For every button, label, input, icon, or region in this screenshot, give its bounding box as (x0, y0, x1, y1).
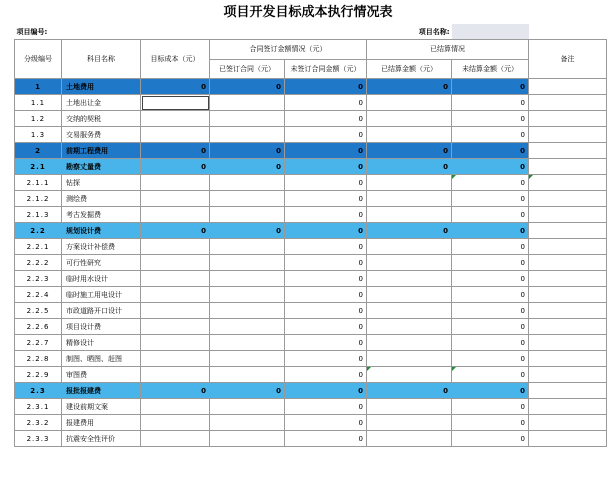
settled-amount-cell[interactable] (367, 191, 452, 207)
name-cell[interactable]: 规划设计费 (62, 223, 141, 239)
unsettled-amount-cell[interactable]: 0 (452, 287, 529, 303)
name-cell[interactable]: 测绘费 (62, 191, 141, 207)
signed-contract-cell[interactable] (210, 303, 285, 319)
name-cell[interactable]: 交易服务费 (62, 127, 141, 143)
target-cost-cell[interactable]: 0 (141, 223, 210, 239)
header-remark: 备注 (529, 40, 607, 79)
code-cell[interactable]: 2.1.2 (15, 191, 62, 207)
target-cost-cell[interactable] (141, 303, 210, 319)
table-row (15, 303, 607, 319)
target-cost-cell[interactable] (141, 351, 210, 367)
target-cost-cell[interactable] (141, 127, 210, 143)
code-cell[interactable]: 2.2.6 (15, 319, 62, 335)
remark-cell[interactable] (529, 271, 607, 287)
code-cell[interactable]: 2.2.7 (15, 335, 62, 351)
unsigned-contract-cell[interactable]: 0 (285, 255, 367, 271)
name-cell[interactable]: 市政道路开口设计 (62, 303, 141, 319)
unsettled-amount-cell[interactable]: 0 (452, 191, 529, 207)
code-cell[interactable]: 2 (15, 143, 62, 159)
name-cell[interactable]: 土地出让金 (62, 95, 141, 111)
target-cost-cell[interactable] (141, 207, 210, 223)
name-cell[interactable]: 土地费用 (62, 79, 141, 95)
signed-contract-cell[interactable] (210, 287, 285, 303)
settled-amount-cell[interactable]: 0 (367, 223, 452, 239)
table-row (15, 207, 607, 223)
table-row (15, 335, 607, 351)
unsigned-contract-cell[interactable]: 0 (285, 399, 367, 415)
table-row (15, 287, 607, 303)
target-cost-cell[interactable] (141, 335, 210, 351)
unsigned-contract-cell[interactable]: 0 (285, 127, 367, 143)
remark-cell[interactable] (529, 223, 607, 239)
remark-cell[interactable] (529, 399, 607, 415)
header-name: 科目名称 (62, 40, 141, 79)
unsettled-amount-cell[interactable]: 0 (452, 223, 529, 239)
unsigned-contract-cell[interactable]: 0 (285, 143, 367, 159)
unsettled-amount-cell[interactable]: 0 (452, 319, 529, 335)
unsigned-contract-cell[interactable]: 0 (285, 303, 367, 319)
table-row (15, 271, 607, 287)
settled-amount-cell[interactable]: 0 (367, 79, 452, 95)
code-cell[interactable]: 2.2.4 (15, 287, 62, 303)
target-cost-cell[interactable] (141, 287, 210, 303)
code-cell[interactable]: 2.2.9 (15, 367, 62, 383)
unsettled-amount-cell[interactable]: 0 (452, 383, 529, 399)
signed-contract-cell[interactable] (210, 255, 285, 271)
table-row (15, 255, 607, 271)
table-row (15, 239, 607, 255)
signed-contract-cell[interactable]: 0 (210, 143, 285, 159)
settled-amount-cell[interactable] (367, 239, 452, 255)
target-cost-cell[interactable]: 0 (141, 79, 210, 95)
unsigned-contract-cell[interactable]: 0 (285, 175, 367, 191)
target-cost-cell[interactable] (141, 367, 210, 383)
table-row (15, 95, 607, 111)
settled-amount-cell[interactable] (367, 255, 452, 271)
unsettled-amount-cell[interactable]: 0 (452, 111, 529, 127)
settled-amount-cell[interactable]: 0 (367, 159, 452, 175)
settled-amount-cell[interactable] (367, 415, 452, 431)
signed-contract-cell[interactable] (210, 127, 285, 143)
name-cell[interactable]: 审图费 (62, 367, 141, 383)
settled-amount-cell[interactable] (367, 287, 452, 303)
header-row-1 (15, 40, 607, 60)
name-cell[interactable]: 报建费用 (62, 415, 141, 431)
signed-contract-cell[interactable] (210, 351, 285, 367)
target-cost-cell[interactable] (141, 111, 210, 127)
remark-cell[interactable] (529, 95, 607, 111)
code-cell[interactable]: 2.2.1 (15, 239, 62, 255)
name-cell[interactable]: 报批报建费 (62, 383, 141, 399)
unsigned-contract-cell[interactable]: 0 (285, 335, 367, 351)
meta-row (15, 24, 607, 40)
remark-cell[interactable] (529, 79, 607, 95)
unsigned-contract-cell[interactable]: 0 (285, 191, 367, 207)
name-cell[interactable]: 项目设计费 (62, 319, 141, 335)
remark-cell[interactable] (529, 319, 607, 335)
target-cost-cell[interactable] (141, 431, 210, 447)
table-row (15, 319, 607, 335)
signed-contract-cell[interactable]: 0 (210, 383, 285, 399)
remark-cell[interactable] (529, 383, 607, 399)
signed-contract-cell[interactable] (210, 239, 285, 255)
target-cost-cell[interactable] (141, 399, 210, 415)
code-cell[interactable]: 2.1.3 (15, 207, 62, 223)
name-cell[interactable]: 临时用水设计 (62, 271, 141, 287)
code-cell[interactable]: 2.3.2 (15, 415, 62, 431)
remark-cell[interactable] (529, 111, 607, 127)
name-cell[interactable]: 前期工程费用 (62, 143, 141, 159)
remark-cell[interactable] (529, 127, 607, 143)
header-signed-contract: 已签订合同（元） (210, 59, 285, 79)
name-cell[interactable]: 建设前期文案 (62, 399, 141, 415)
code-cell[interactable]: 2.2.3 (15, 271, 62, 287)
unsettled-amount-cell[interactable]: 0 (452, 143, 529, 159)
meta-blank-cell[interactable] (529, 24, 607, 40)
header-code: 分级编号 (15, 40, 62, 79)
name-cell[interactable]: 制图、晒图、赶图 (62, 351, 141, 367)
table-row (15, 191, 607, 207)
unsigned-contract-cell[interactable]: 0 (285, 111, 367, 127)
table-row (15, 175, 607, 191)
signed-contract-cell[interactable] (210, 271, 285, 287)
signed-contract-cell[interactable] (210, 367, 285, 383)
unsettled-amount-cell[interactable]: 0 (452, 127, 529, 143)
project-code-label: 项目编号: (16, 27, 48, 36)
header-unsigned-contract: 未签订合同金额（元） (285, 59, 367, 79)
table-row (15, 431, 607, 447)
unsigned-contract-cell[interactable]: 0 (285, 367, 367, 383)
header-unsettled-amount: 未结算金额（元） (452, 59, 529, 79)
table-row (15, 79, 607, 95)
signed-contract-cell[interactable] (210, 319, 285, 335)
unsettled-amount-cell[interactable]: 0 (452, 95, 529, 111)
unsigned-contract-cell[interactable]: 0 (285, 95, 367, 111)
table-row (15, 351, 607, 367)
settled-amount-cell[interactable] (367, 111, 452, 127)
settled-amount-cell[interactable]: 0 (367, 383, 452, 399)
remark-cell[interactable] (529, 207, 607, 223)
unsettled-amount-cell[interactable]: 0 (452, 239, 529, 255)
project-code-value[interactable] (141, 24, 367, 40)
signed-contract-cell[interactable] (210, 431, 285, 447)
target-cost-cell[interactable]: 0 (141, 159, 210, 175)
project-name-value[interactable] (452, 24, 529, 40)
remark-cell[interactable] (529, 335, 607, 351)
settled-amount-cell[interactable] (367, 303, 452, 319)
unsettled-amount-cell[interactable]: 0 (452, 159, 529, 175)
remark-cell[interactable] (529, 159, 607, 175)
remark-cell[interactable] (529, 255, 607, 271)
target-cost-cell[interactable] (141, 239, 210, 255)
unsettled-amount-cell[interactable]: 0 (452, 175, 529, 191)
settled-amount-cell[interactable]: 0 (367, 143, 452, 159)
table-row (15, 399, 607, 415)
name-cell[interactable]: 钻探 (62, 175, 141, 191)
unsettled-amount-cell[interactable]: 0 (452, 335, 529, 351)
signed-contract-cell[interactable]: 0 (210, 79, 285, 95)
name-cell[interactable]: 临时施工用电设计 (62, 287, 141, 303)
unsettled-amount-cell[interactable]: 0 (452, 271, 529, 287)
target-cost-cell[interactable] (141, 415, 210, 431)
remark-cell[interactable] (529, 175, 607, 191)
signed-contract-cell[interactable]: 0 (210, 159, 285, 175)
name-cell[interactable]: 可行性研究 (62, 255, 141, 271)
name-cell[interactable]: 交纳的契税 (62, 111, 141, 127)
unsigned-contract-cell[interactable]: 0 (285, 159, 367, 175)
unsettled-amount-cell[interactable]: 0 (452, 351, 529, 367)
target-cost-cell[interactable]: 0 (141, 383, 210, 399)
code-cell[interactable]: 1 (15, 79, 62, 95)
remark-cell[interactable] (529, 415, 607, 431)
code-cell[interactable]: 2.1 (15, 159, 62, 175)
remark-cell[interactable] (529, 351, 607, 367)
signed-contract-cell[interactable] (210, 207, 285, 223)
unsettled-amount-cell[interactable]: 0 (452, 79, 529, 95)
name-cell[interactable]: 抗震安全性评价 (62, 431, 141, 447)
code-cell[interactable]: 2.3.3 (15, 431, 62, 447)
unsigned-contract-cell[interactable]: 0 (285, 271, 367, 287)
unsigned-contract-cell[interactable]: 0 (285, 207, 367, 223)
unsettled-amount-cell[interactable]: 0 (452, 399, 529, 415)
signed-contract-cell[interactable] (210, 111, 285, 127)
settled-amount-cell[interactable] (367, 351, 452, 367)
target-cost-cell[interactable] (141, 95, 210, 111)
header-target-cost: 目标成本（元） (141, 40, 210, 79)
code-cell[interactable]: 2.3 (15, 383, 62, 399)
target-cost-cell[interactable] (141, 191, 210, 207)
cost-table (14, 24, 607, 447)
sheet-title: 项目开发目标成本执行情况表 (223, 5, 393, 20)
name-cell[interactable]: 方案设计补偿费 (62, 239, 141, 255)
unsettled-amount-cell[interactable]: 0 (452, 207, 529, 223)
table-row (15, 159, 607, 175)
code-cell[interactable]: 1.3 (15, 127, 62, 143)
settled-amount-cell[interactable] (367, 207, 452, 223)
settled-amount-cell[interactable] (367, 367, 452, 383)
target-cost-cell[interactable] (141, 255, 210, 271)
settled-amount-cell[interactable] (367, 319, 452, 335)
remark-cell[interactable] (529, 303, 607, 319)
remark-cell[interactable] (529, 143, 607, 159)
unsettled-amount-cell[interactable]: 0 (452, 255, 529, 271)
code-cell[interactable]: 2.3.1 (15, 399, 62, 415)
remark-cell[interactable] (529, 191, 607, 207)
table-row (15, 383, 607, 399)
remark-cell[interactable] (529, 367, 607, 383)
settled-amount-cell[interactable] (367, 175, 452, 191)
unsigned-contract-cell[interactable]: 0 (285, 239, 367, 255)
target-cost-cell[interactable] (141, 271, 210, 287)
name-cell[interactable]: 勘察丈量费 (62, 159, 141, 175)
unsigned-contract-cell[interactable]: 0 (285, 351, 367, 367)
unsettled-amount-cell[interactable]: 0 (452, 431, 529, 447)
signed-contract-cell[interactable] (210, 175, 285, 191)
code-cell[interactable]: 2.2 (15, 223, 62, 239)
code-cell[interactable]: 2.1.1 (15, 175, 62, 191)
settled-amount-cell[interactable] (367, 399, 452, 415)
settled-amount-cell[interactable] (367, 335, 452, 351)
table-row (15, 111, 607, 127)
name-cell[interactable]: 考古发掘费 (62, 207, 141, 223)
table-row (15, 223, 607, 239)
unsettled-amount-cell[interactable]: 0 (452, 303, 529, 319)
header-contract-group: 合同签订金额情况（元） (210, 40, 367, 60)
unsigned-contract-cell[interactable]: 0 (285, 223, 367, 239)
unsettled-amount-cell[interactable]: 0 (452, 415, 529, 431)
unsigned-contract-cell[interactable]: 0 (285, 383, 367, 399)
code-cell[interactable]: 1.1 (15, 95, 62, 111)
remark-cell[interactable] (529, 239, 607, 255)
target-cost-cell[interactable] (141, 175, 210, 191)
header-settlement-group: 已结算情况 (367, 40, 529, 60)
project-name-label: 项目名称: (418, 27, 450, 36)
target-cost-cell[interactable]: 0 (141, 143, 210, 159)
unsigned-contract-cell[interactable]: 0 (285, 287, 367, 303)
unsettled-amount-cell[interactable]: 0 (452, 367, 529, 383)
signed-contract-cell[interactable]: 0 (210, 223, 285, 239)
signed-contract-cell[interactable] (210, 415, 285, 431)
signed-contract-cell[interactable] (210, 95, 285, 111)
signed-contract-cell[interactable] (210, 335, 285, 351)
name-cell[interactable]: 精修设计 (62, 335, 141, 351)
unsigned-contract-cell[interactable]: 0 (285, 319, 367, 335)
unsigned-contract-cell[interactable]: 0 (285, 415, 367, 431)
unsigned-contract-cell[interactable]: 0 (285, 431, 367, 447)
table-row (15, 367, 607, 383)
table-row (15, 415, 607, 431)
settled-amount-cell[interactable] (367, 431, 452, 447)
unsigned-contract-cell[interactable]: 0 (285, 79, 367, 95)
table-row (15, 127, 607, 143)
code-cell[interactable]: 2.2.8 (15, 351, 62, 367)
signed-contract-cell[interactable] (210, 399, 285, 415)
remark-cell[interactable] (529, 431, 607, 447)
header-settled-amount: 已结算金额（元） (367, 59, 452, 79)
signed-contract-cell[interactable] (210, 191, 285, 207)
code-cell[interactable]: 2.2.2 (15, 255, 62, 271)
settled-amount-cell[interactable] (367, 271, 452, 287)
table-row (15, 143, 607, 159)
target-cost-cell[interactable] (141, 319, 210, 335)
settled-amount-cell[interactable] (367, 127, 452, 143)
code-cell[interactable]: 2.2.5 (15, 303, 62, 319)
settled-amount-cell[interactable] (367, 95, 452, 111)
remark-cell[interactable] (529, 287, 607, 303)
code-cell[interactable]: 1.2 (15, 111, 62, 127)
